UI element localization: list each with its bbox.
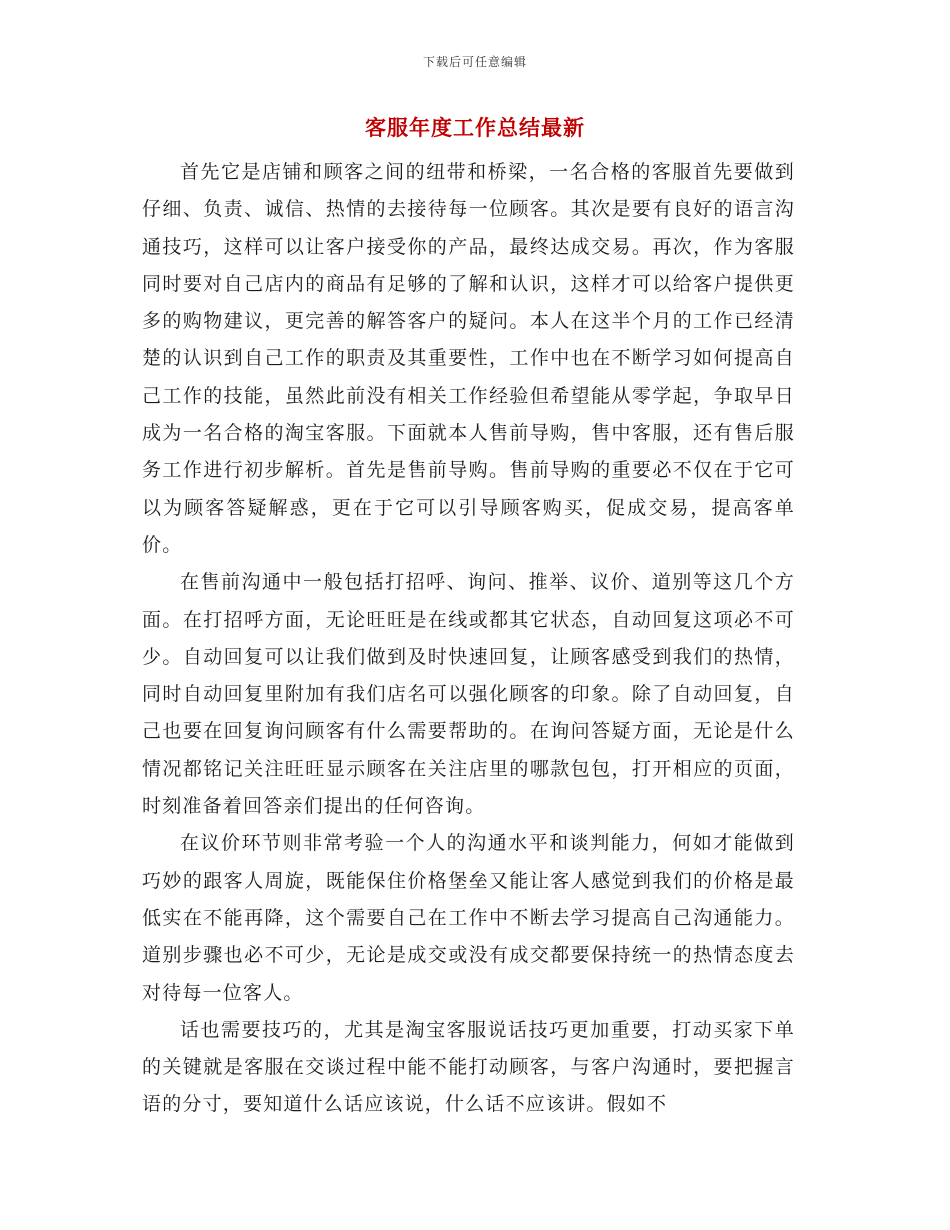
header-note: 下载后可任意编辑 [422,55,527,69]
paragraph-1: 首先它是店铺和顾客之间的纽带和桥梁，一名合格的客服首先要做到仔细、负责、诚信、热情的去接待每一位顾客。其次是要有良好的语言沟通技巧，这样可以让客户接受你的产品，最终达成交易。再次，作为客服同时要对自己店内的商品有足够的了解和认识，这样才可以给客户提供更多的购物建议，更完善的解答客户的疑问。本人在这半个月的工作已经清楚的认识到自己工作的职责及其重要性，工作中也在不断学习如何提高自己工作的技能，虽然此前没有相关工作经验但希望能从零学起，争取早日成为一名合格的淘宝客服。下面就本人售前导购，售中客服，还有售后服务工作进行初步解析。首先是售前导购。售前导购的重要必不仅在于它可以为顾客答疑解惑，更在于它可以引导顾客购买，促成交易，提高客单价。 [142,161,795,556]
document-body [142,154,795,1124]
paragraph-3: 在议价环节则非常考验一个人的沟通水平和谈判能力，何如才能做到巧妙的跟客人周旋，既能保住价格堡垒又能让客人感觉到我们的价格是最低实在不能再降，这个需要自己在工作中不断去学习提高自己沟通能力。道别步骤也必不可少，无论是成交或没有成交都要保持统一的热情态度去对待每一位客人。 [142,832,795,1004]
document-title: 客服年度工作总结最新 [365,115,585,140]
paragraph-4: 话也需要技巧的，尤其是淘宝客服说话技巧更加重要，打动买家下单的关键就是客服在交谈过程中能不能打动顾客，与客户沟通时，要把握言语的分寸，要知道什么话应该说，什么话不应该讲。假如不 [142,1018,795,1116]
paragraph-2: 在售前沟通中一般包括打招呼、询问、推举、议价、道别等这几个方面。在打招呼方面，无论旺旺是在线或都其它状态，自动回复这项必不可少。自动回复可以让我们做到及时快速回复，让顾客感受到我们的热情，同时自动回复里附加有我们店名可以强化顾客的印象。除了自动回复，自己也要在回复询问顾客有什么需要帮助的。在询问答疑方面，无论是什么情况都铭记关注旺旺显示顾客在关注店里的哪款包包，打开相应的页面，时刻准备着回答亲们提出的任何咨询。 [142,571,795,818]
